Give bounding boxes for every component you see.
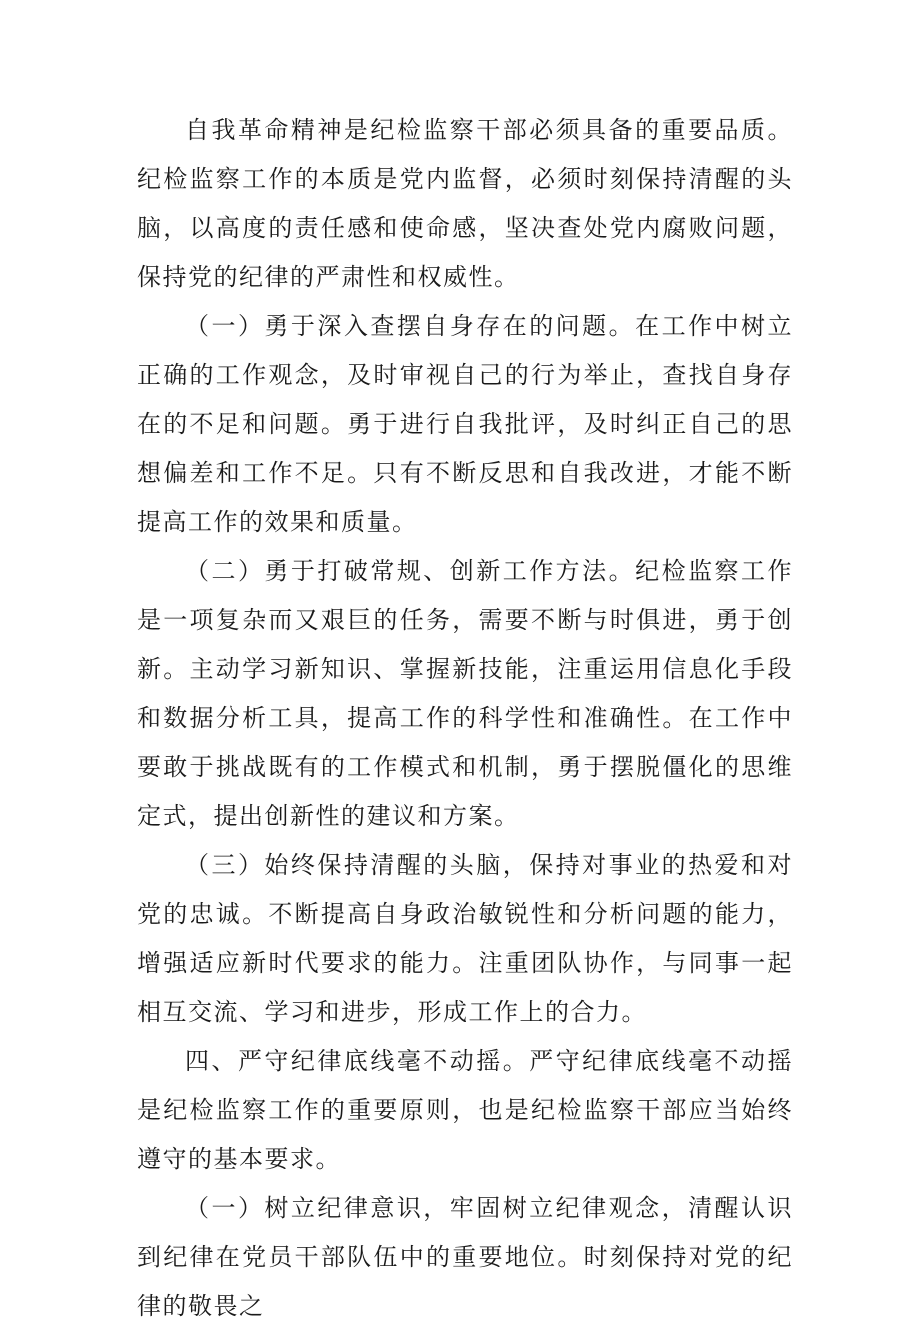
document-body [137, 106, 793, 1331]
paragraph-section-2-innovation: （二）勇于打破常规、创新工作方法。纪检监察工作是一项复杂而又艰巨的任务，需要不断与时俱进，勇于创新。主动学习新知识、掌握新技能，注重运用信息化手段和数据分析工具，提高工作的科学性和准确性。在工作中要敢于挑战既有的工作模式和机制，勇于摆脱僵化的思维定式，提出创新性的建议和方案。 [137, 557, 793, 830]
paragraph-section-3-clear-mind: （三）始终保持清醒的头脑，保持对事业的热爱和对党的忠诚。不断提高自身政治敏锐性和分析问题的能力，增强适应新时代要求的能力。注重团队协作，与同事一起相互交流、学习和进步，形成工作上的合力。 [137, 851, 793, 1026]
paragraph-self-revolution: 自我革命精神是纪检监察干部必须具备的重要品质。纪检监察工作的本质是党内监督，必须时刻保持清醒的头脑，以高度的责任感和使命感，坚决查处党内腐败问题，保持党的纪律的严肃性和权威性。 [137, 116, 793, 291]
paragraph-heading-4-discipline: 四、严守纪律底线毫不动摇。严守纪律底线毫不动摇是纪检监察工作的重要原则，也是纪检监察干部应当始终遵守的基本要求。 [137, 1047, 793, 1173]
paragraph-section-1-self-examination: （一）勇于深入查摆自身存在的问题。在工作中树立正确的工作观念，及时审视自己的行为举止，查找自身存在的不足和问题。勇于进行自我批评，及时纠正自己的思想偏差和工作不足。只有不断反思和自我改进，才能不断提高工作的效果和质量。 [137, 312, 793, 536]
paragraph-section-4-1-discipline-awareness: （一）树立纪律意识，牢固树立纪律观念，清醒认识到纪律在党员干部队伍中的重要地位。时刻保持对党的纪律的敬畏之 [137, 1194, 793, 1320]
